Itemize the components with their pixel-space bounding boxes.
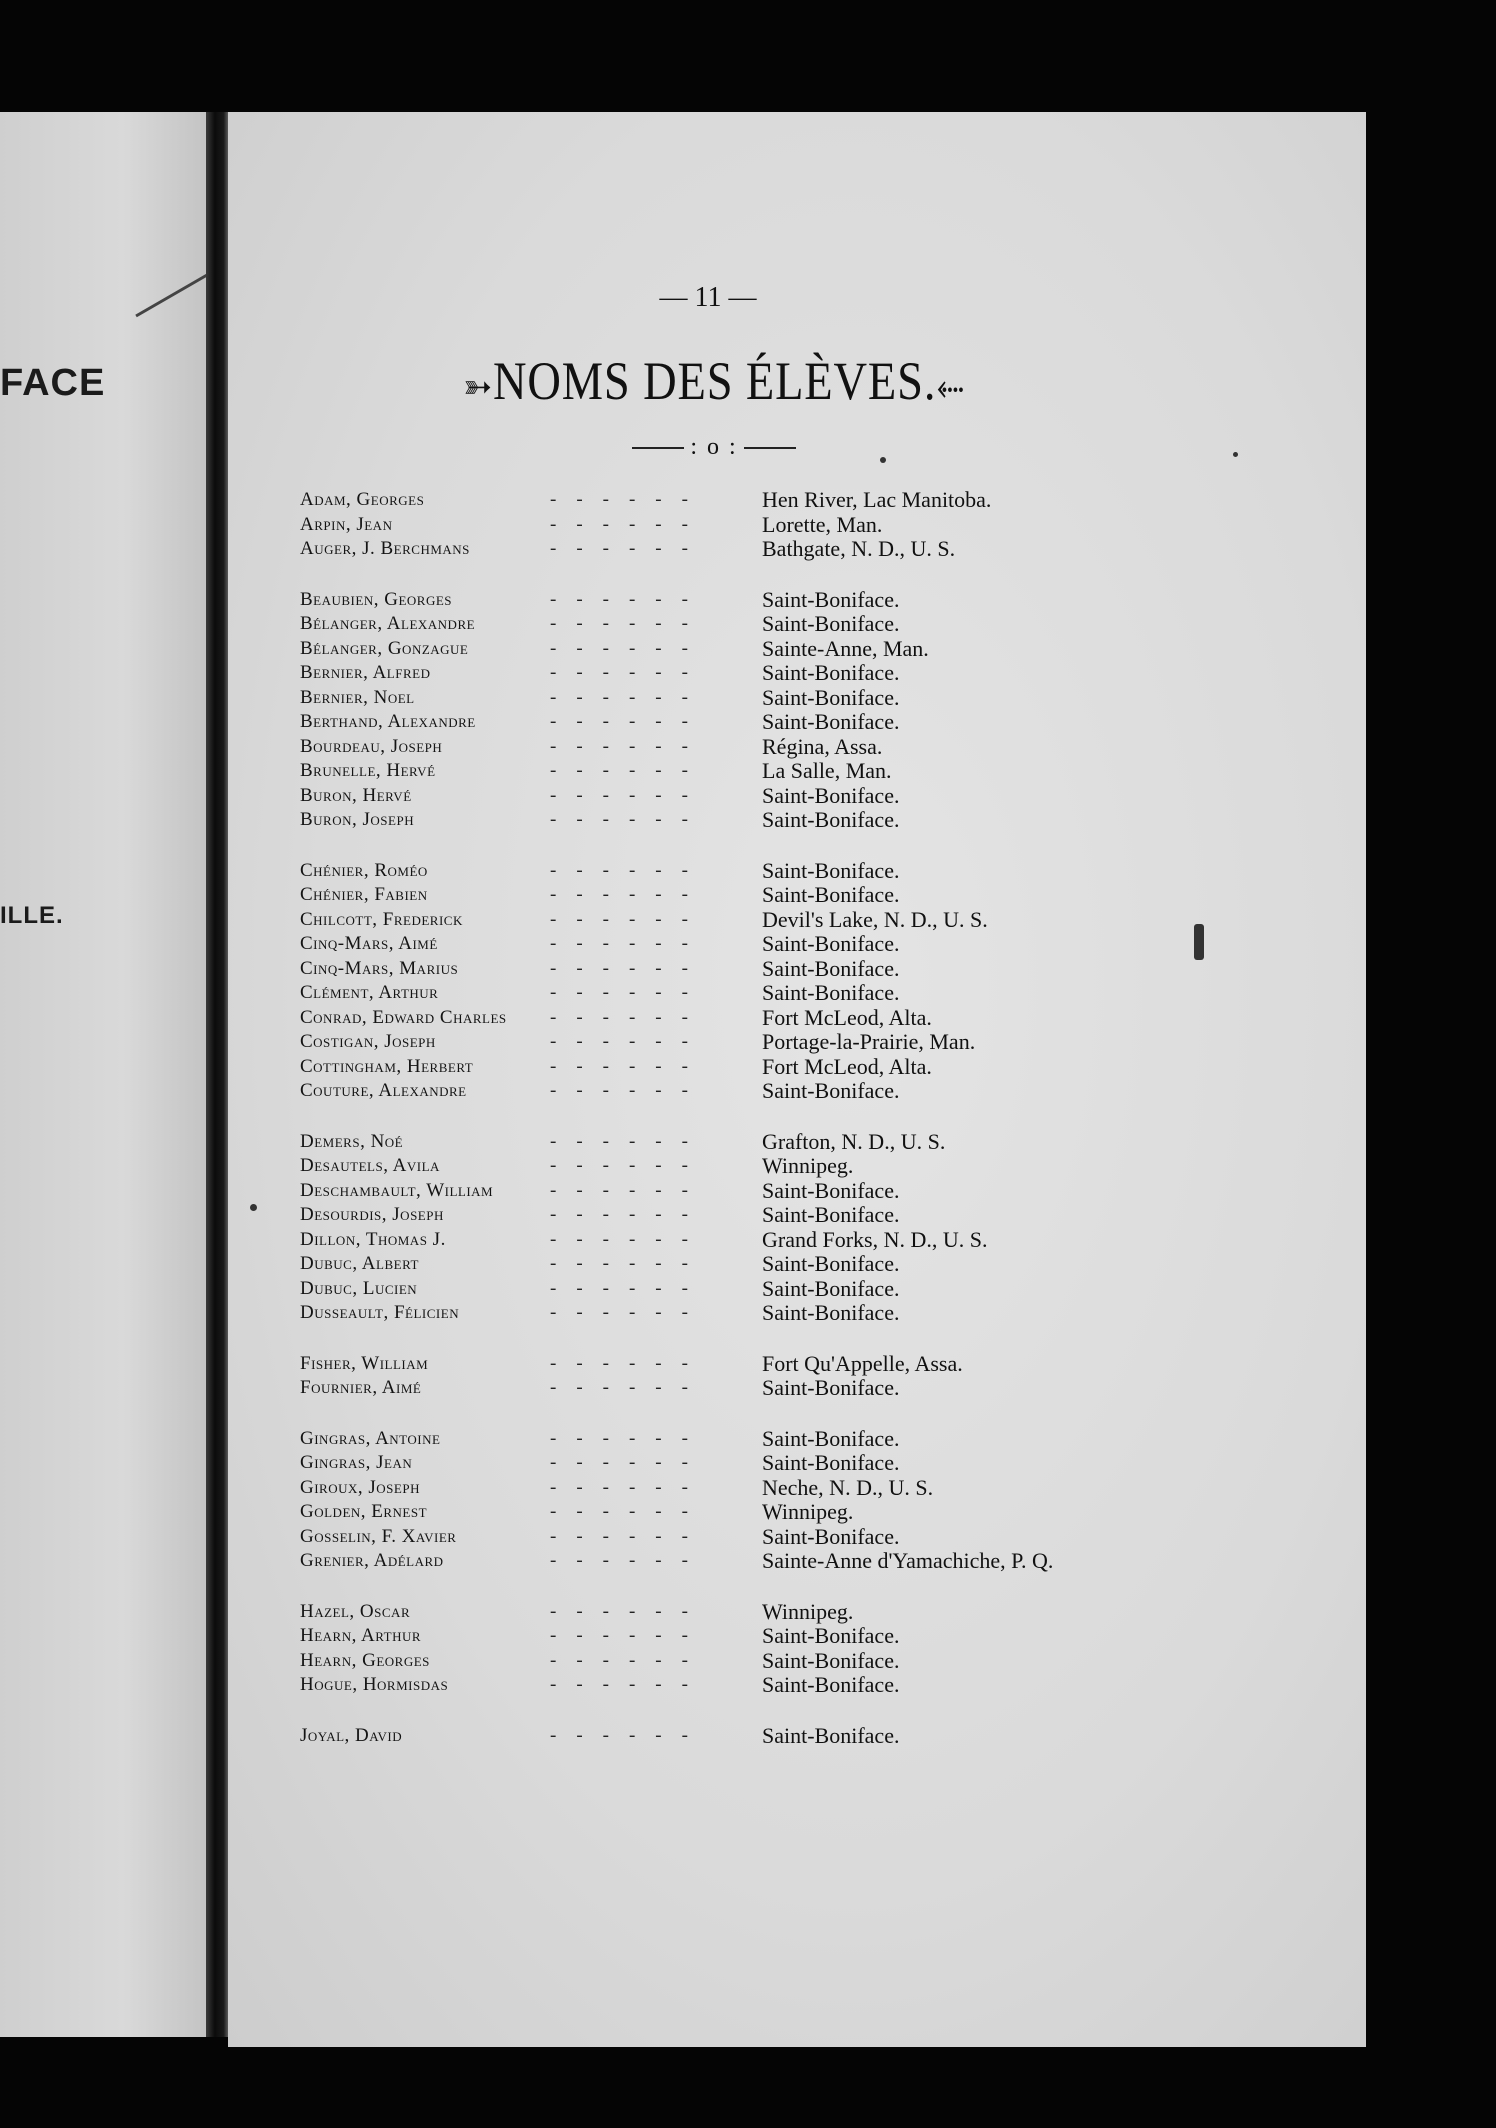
student-row xyxy=(300,1179,1300,1204)
student-place: Saint-Boniface. xyxy=(762,980,900,1005)
leader-dashes: ------ xyxy=(550,908,708,930)
student-place: Grafton, N. D., U. S. xyxy=(762,1128,946,1154)
leader-dashes: ------ xyxy=(550,1525,708,1547)
student-row xyxy=(300,1724,1300,1749)
student-row xyxy=(300,735,1300,760)
student-name: Gingras, Jean xyxy=(300,1452,413,1473)
student-place: Saint-Boniface. xyxy=(762,660,900,685)
student-place: Saint-Boniface. xyxy=(762,1647,900,1673)
student-row xyxy=(300,1277,1300,1302)
student-name: Cinq-Mars, Aimé xyxy=(300,933,438,954)
pencil-mark xyxy=(135,270,214,318)
leader-dashes: ------ xyxy=(550,1625,708,1646)
leader-dashes: ------ xyxy=(550,1080,708,1101)
leader-dashes: ------ xyxy=(550,1253,708,1274)
student-place: Portage-la-Prairie, Man. xyxy=(762,1029,976,1054)
student-place: Saint-Boniface. xyxy=(762,782,900,808)
student-name: Hazel, Oscar xyxy=(300,1600,411,1622)
leader-dashes: ------ xyxy=(550,1352,708,1374)
leader-dashes: ------ xyxy=(550,1674,708,1695)
student-row xyxy=(300,1525,1300,1550)
student-group xyxy=(300,1130,1300,1326)
student-place: Neche, N. D., U. S. xyxy=(762,1474,934,1500)
student-place: Grand Forks, N. D., U. S. xyxy=(762,1226,988,1252)
student-name: Dubuc, Lucien xyxy=(300,1277,418,1299)
leader-dashes: ------ xyxy=(550,735,708,757)
student-name: Dusseault, Félicien xyxy=(300,1302,460,1323)
student-row xyxy=(300,1352,1300,1377)
student-row xyxy=(300,1203,1300,1228)
student-name: Bernier, Noel xyxy=(300,686,415,708)
student-row xyxy=(300,1476,1300,1501)
student-name: Fournier, Aimé xyxy=(300,1377,422,1398)
student-row xyxy=(300,1130,1300,1155)
leader-dashes: ------ xyxy=(550,1179,708,1201)
leader-dashes: ------ xyxy=(550,1600,708,1622)
student-place: Hen River, Lac Manitoba. xyxy=(762,487,992,512)
student-row xyxy=(300,1301,1300,1326)
student-name: Desautels, Avila xyxy=(300,1155,440,1176)
leader-dashes: ------ xyxy=(550,1550,708,1571)
leader-dashes: ------ xyxy=(550,859,708,881)
student-group xyxy=(300,1724,1300,1749)
student-name: Bélanger, Alexandre xyxy=(300,613,476,634)
leader-dashes: ------ xyxy=(550,1130,708,1152)
book-gutter xyxy=(206,112,228,2037)
student-place: Saint-Boniface. xyxy=(762,807,900,832)
student-list xyxy=(300,488,1300,1774)
leader-dashes: ------ xyxy=(550,933,708,954)
student-place: Régina, Assa. xyxy=(762,733,883,759)
student-name: Chilcott, Frederick xyxy=(300,908,463,930)
student-name: Buron, Joseph xyxy=(300,809,415,830)
leader-dashes: ------ xyxy=(550,1724,708,1746)
student-place: Saint-Boniface. xyxy=(762,1177,900,1203)
student-name: Couture, Alexandre xyxy=(300,1080,467,1101)
separator-text: : o : xyxy=(690,434,738,460)
student-name: Gosselin, F. Xavier xyxy=(300,1525,457,1547)
student-place: Saint-Boniface. xyxy=(762,857,900,883)
leader-dashes: ------ xyxy=(550,1427,708,1449)
leader-dashes: ------ xyxy=(550,982,708,1003)
student-place: La Salle, Man. xyxy=(762,758,892,783)
leader-dashes: ------ xyxy=(550,760,708,781)
leader-dashes: ------ xyxy=(550,637,708,659)
student-place: Sainte-Anne d'Yamachiche, P. Q. xyxy=(762,1548,1054,1573)
student-row xyxy=(300,1451,1300,1476)
student-row xyxy=(300,588,1300,613)
student-name: Adam, Georges xyxy=(300,489,425,510)
leader-dashes: ------ xyxy=(550,613,708,634)
student-place: Saint-Boniface. xyxy=(762,1251,900,1276)
student-row xyxy=(300,537,1300,562)
student-place: Winnipeg. xyxy=(762,1153,854,1178)
student-row xyxy=(300,661,1300,686)
student-row xyxy=(300,1030,1300,1055)
student-name: Bélanger, Gonzague xyxy=(300,637,469,659)
student-place: Fort McLeod, Alta. xyxy=(762,1004,932,1030)
student-name: Golden, Ernest xyxy=(300,1501,428,1522)
student-group xyxy=(300,588,1300,833)
leader-dashes: ------ xyxy=(550,1277,708,1299)
student-name: Bourdeau, Joseph xyxy=(300,735,443,757)
student-name: Brunelle, Hervé xyxy=(300,760,436,781)
student-name: Fisher, William xyxy=(300,1352,429,1374)
student-row xyxy=(300,957,1300,982)
student-name: Beaubien, Georges xyxy=(300,588,452,610)
student-place: Saint-Boniface. xyxy=(762,1078,900,1103)
student-row xyxy=(300,1427,1300,1452)
student-name: Cottingham, Herbert xyxy=(300,1055,474,1077)
student-name: Grenier, Adélard xyxy=(300,1550,444,1571)
leader-dashes: ------ xyxy=(550,1501,708,1522)
leader-dashes: ------ xyxy=(550,711,708,732)
left-page xyxy=(0,112,206,2037)
student-place: Saint-Boniface. xyxy=(762,882,900,907)
leader-dashes: ------ xyxy=(550,1476,708,1498)
student-place: Sainte-Anne, Man. xyxy=(762,635,929,661)
left-text-fragment: ILLE. xyxy=(0,902,64,929)
student-place: Saint-Boniface. xyxy=(762,931,900,956)
student-name: Giroux, Joseph xyxy=(300,1476,420,1498)
student-name: Hogue, Hormisdas xyxy=(300,1674,449,1695)
student-name: Joyal, David xyxy=(300,1724,403,1746)
student-row xyxy=(300,1600,1300,1625)
student-row xyxy=(300,612,1300,637)
leader-dashes: ------ xyxy=(550,588,708,610)
student-row xyxy=(300,1673,1300,1698)
student-row xyxy=(300,1006,1300,1031)
leader-dashes: ------ xyxy=(550,1204,708,1225)
leader-dashes: ------ xyxy=(550,1302,708,1323)
student-place: Saint-Boniface. xyxy=(762,955,900,981)
student-row xyxy=(300,932,1300,957)
student-row xyxy=(300,883,1300,908)
leader-dashes: ------ xyxy=(550,809,708,830)
leader-dashes: ------ xyxy=(550,1228,708,1250)
student-row xyxy=(300,1252,1300,1277)
page-number: — 11 — xyxy=(659,282,757,313)
student-place: Saint-Boniface. xyxy=(762,611,900,636)
student-name: Buron, Hervé xyxy=(300,784,412,806)
student-name: Demers, Noé xyxy=(300,1130,404,1152)
student-place: Devil's Lake, N. D., U. S. xyxy=(762,906,988,932)
page-title xyxy=(296,350,1132,412)
student-row xyxy=(300,808,1300,833)
leader-dashes: ------ xyxy=(550,884,708,905)
student-group xyxy=(300,488,1300,562)
student-name: Chénier, Roméo xyxy=(300,859,428,881)
student-place: Saint-Boniface. xyxy=(762,1300,900,1325)
leader-dashes: ------ xyxy=(550,1377,708,1398)
student-name: Bernier, Alfred xyxy=(300,662,431,683)
student-row xyxy=(300,1154,1300,1179)
leader-dashes: ------ xyxy=(550,538,708,559)
student-place: Saint-Boniface. xyxy=(762,1425,900,1451)
student-place: Fort McLeod, Alta. xyxy=(762,1053,932,1079)
student-group xyxy=(300,1427,1300,1574)
student-name: Desourdis, Joseph xyxy=(300,1204,444,1225)
separator-rule-right xyxy=(744,447,796,449)
student-group xyxy=(300,859,1300,1104)
student-name: Clément, Arthur xyxy=(300,982,439,1003)
title-separator xyxy=(228,434,1200,461)
leader-dashes: ------ xyxy=(550,489,708,510)
student-name: Deschambault, William xyxy=(300,1179,494,1201)
leader-dashes: ------ xyxy=(550,1055,708,1077)
student-group xyxy=(300,1352,1300,1401)
student-row xyxy=(300,488,1300,513)
student-place: Saint-Boniface. xyxy=(762,1722,900,1748)
student-name: Berthand, Alexandre xyxy=(300,711,476,732)
student-place: Winnipeg. xyxy=(762,1499,854,1524)
student-place: Lorette, Man. xyxy=(762,511,883,537)
student-place: Saint-Boniface. xyxy=(762,1672,900,1697)
student-place: Saint-Boniface. xyxy=(762,709,900,734)
student-row xyxy=(300,1549,1300,1574)
leader-dashes: ------ xyxy=(550,1649,708,1671)
right-page xyxy=(228,112,1366,2047)
student-row xyxy=(300,1055,1300,1080)
student-row xyxy=(300,981,1300,1006)
student-place: Saint-Boniface. xyxy=(762,1450,900,1475)
student-row xyxy=(300,784,1300,809)
student-place: Winnipeg. xyxy=(762,1598,854,1624)
student-place: Saint-Boniface. xyxy=(762,1623,900,1648)
student-row xyxy=(300,908,1300,933)
leader-dashes: ------ xyxy=(550,1155,708,1176)
arrow-right-icon: ➳ xyxy=(463,364,493,410)
student-row xyxy=(300,686,1300,711)
student-row xyxy=(300,859,1300,884)
student-name: Hearn, Georges xyxy=(300,1649,430,1671)
student-row xyxy=(300,1649,1300,1674)
student-name: Chénier, Fabien xyxy=(300,884,428,905)
student-name: Dillon, Thomas J. xyxy=(300,1228,446,1250)
student-place: Bathgate, N. D., U. S. xyxy=(762,536,956,561)
student-row xyxy=(300,1500,1300,1525)
leader-dashes: ------ xyxy=(550,662,708,683)
arrow-left-icon: ⬸ xyxy=(936,364,965,410)
leader-dashes: ------ xyxy=(550,957,708,979)
student-row xyxy=(300,710,1300,735)
student-name: Auger, J. Berchmans xyxy=(300,538,470,559)
separator-rule-left xyxy=(632,447,684,449)
leader-dashes: ------ xyxy=(550,513,708,535)
student-row xyxy=(300,1376,1300,1401)
student-place: Saint-Boniface. xyxy=(762,684,900,710)
left-heading-fragment: FACE xyxy=(0,362,106,404)
student-place: Saint-Boniface. xyxy=(762,1523,900,1549)
student-name: Dubuc, Albert xyxy=(300,1253,419,1274)
page-title-text: NOMS DES ÉLÈVES. xyxy=(492,351,937,411)
student-name: Hearn, Arthur xyxy=(300,1625,422,1646)
student-group xyxy=(300,1600,1300,1698)
student-name: Gingras, Antoine xyxy=(300,1427,441,1449)
student-row xyxy=(300,759,1300,784)
student-place: Fort Qu'Appelle, Assa. xyxy=(762,1350,963,1376)
student-row xyxy=(300,513,1300,538)
student-name: Costigan, Joseph xyxy=(300,1031,436,1052)
student-place: Saint-Boniface. xyxy=(762,1275,900,1301)
student-name: Arpin, Jean xyxy=(300,513,393,535)
leader-dashes: ------ xyxy=(550,784,708,806)
student-name: Conrad, Edward Charles xyxy=(300,1006,507,1028)
student-name: Cinq-Mars, Marius xyxy=(300,957,459,979)
student-place: Saint-Boniface. xyxy=(762,586,900,612)
leader-dashes: ------ xyxy=(550,1452,708,1473)
leader-dashes: ------ xyxy=(550,1006,708,1028)
student-row xyxy=(300,1228,1300,1253)
student-place: Saint-Boniface. xyxy=(762,1202,900,1227)
leader-dashes: ------ xyxy=(550,1031,708,1052)
student-row xyxy=(300,1624,1300,1649)
student-row xyxy=(300,637,1300,662)
student-place: Saint-Boniface. xyxy=(762,1375,900,1400)
student-row xyxy=(300,1079,1300,1104)
leader-dashes: ------ xyxy=(550,686,708,708)
